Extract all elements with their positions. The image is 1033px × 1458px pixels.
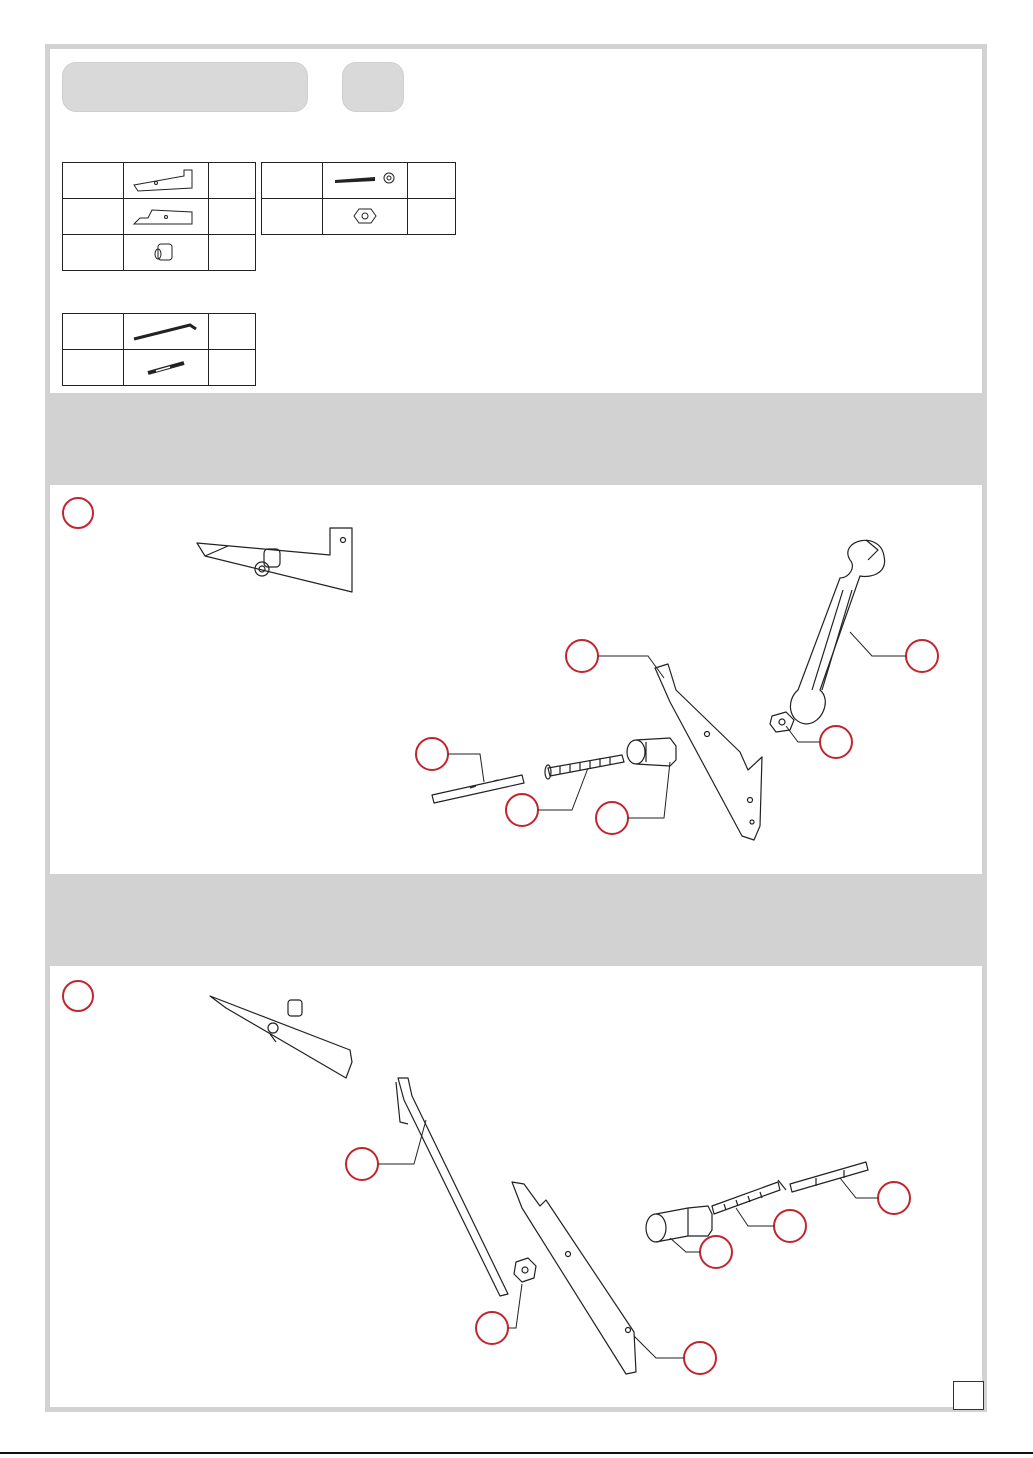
step-2-hex-bit bbox=[790, 1162, 868, 1192]
step-1-wrench bbox=[790, 540, 884, 724]
step-2-nut bbox=[514, 1258, 536, 1282]
step-1-bracket bbox=[655, 664, 762, 840]
step-2-allen-key bbox=[396, 1078, 508, 1296]
step-1-spacer-sleeve bbox=[627, 738, 676, 766]
step-2-bracket bbox=[512, 1182, 636, 1374]
step-1-leader-lines bbox=[448, 632, 906, 818]
step-1-callouts bbox=[416, 640, 938, 834]
step-1-bolt bbox=[545, 755, 624, 779]
bottom-rule bbox=[0, 1452, 1033, 1454]
step-2-assembled-preview bbox=[210, 996, 352, 1078]
page-number-box bbox=[953, 1381, 984, 1410]
step-2-spacer-sleeve bbox=[646, 1206, 712, 1242]
step-1-assembled-preview bbox=[197, 528, 352, 592]
step-1-nut bbox=[770, 712, 794, 732]
step-2-bolt bbox=[712, 1180, 786, 1214]
